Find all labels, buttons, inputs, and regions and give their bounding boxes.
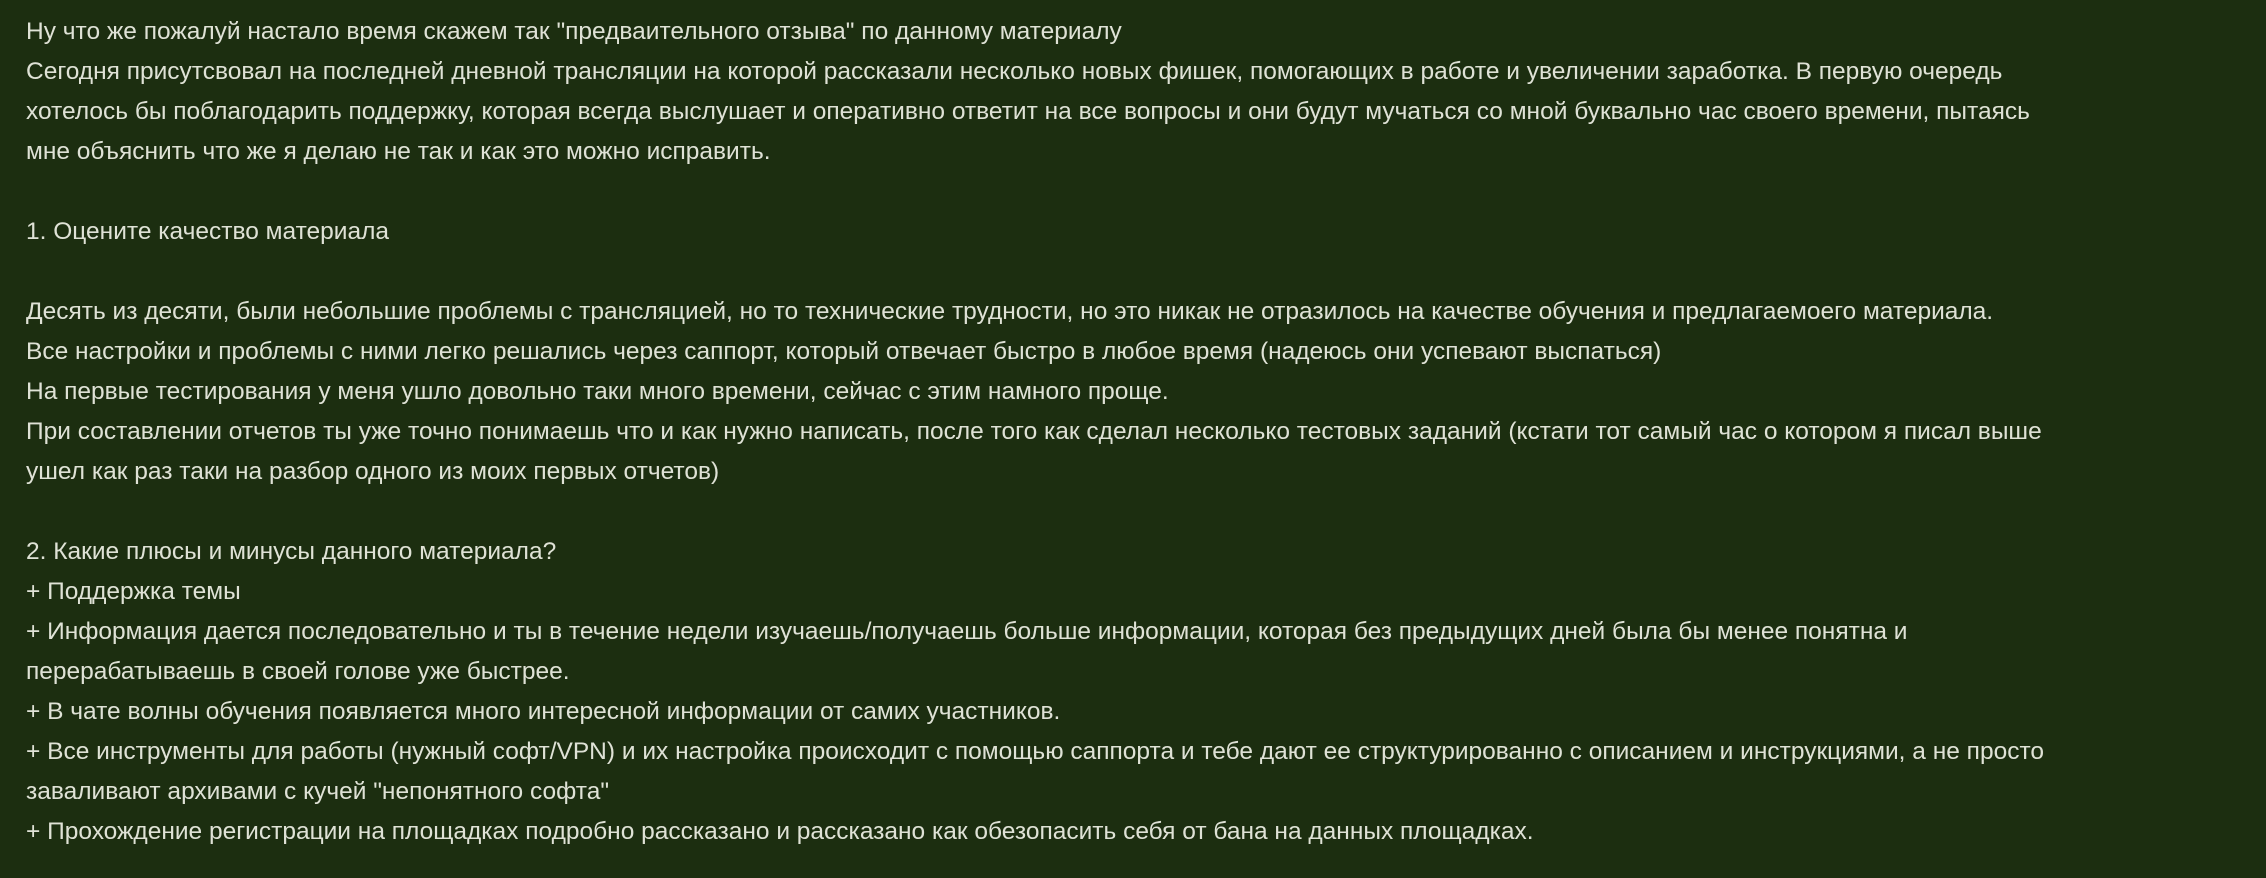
review-title-line: Ну что же пожалуй настало время скажем так "предваительного отзыва" по данному материалу (26, 18, 1122, 45)
section-2-line-6: заваливают архивами с кучей "непонятного софта" (26, 778, 610, 805)
section-1-line-4: При составлении отчетов ты уже точно понимаешь что и как нужно написать, после того как сделал несколько тестовых заданий (кстати тот самый час о котором я писал выше (26, 418, 2042, 445)
intro-line-2: хотелось бы поблагодарить поддержку, которая всегда выслушает и оперативно ответит на все вопросы и они будут мучаться со мной буквально час своего времени, пытаясь (26, 98, 2030, 125)
blank-line (26, 252, 2240, 292)
intro-line-1: Сегодня присутсвовал на последней дневной трансляции на которой рассказали несколько новых фишек, помогающих в работе и увеличении заработка. В первую очередь (26, 58, 2003, 85)
section-2-line-4: + В чате волны обучения появляется много интересной информации от самих участников. (26, 698, 1061, 725)
section-2-line-5: + Все инструменты для работы (нужный софт/VPN) и их настройка происходит с помощью саппорта и тебе дают ее структурированно с описанием и инструкциями, а не просто (26, 738, 2045, 765)
section-1-heading: 1. Оцените качество материала (26, 218, 390, 245)
section-1-line-5: ушел как раз таки на разбор одного из моих первых отчетов) (26, 458, 720, 485)
section-2-line-7: + Прохождение регистрации на площадках подробно рассказано и рассказано как обезопасить себя от бана на данных площадках. (26, 818, 1534, 845)
section-2-heading: 2. Какие плюсы и минусы данного материала? (26, 538, 557, 565)
intro-line-3: мне объяснить что же я делаю не так и как это можно исправить. (26, 138, 771, 165)
blank-line (26, 492, 2240, 532)
section-2-line-3: перерабатываешь в своей голове уже быстрее. (26, 658, 570, 685)
section-2-line-2: + Информация дается последовательно и ты в течение недели изучаешь/получаешь больше информации, которая без предыдущих дней была бы менее понятна и (26, 618, 1908, 645)
blank-line (26, 172, 2240, 212)
section-1-line-1: Десять из десяти, были небольшие проблемы с трансляцией, но то технические трудности, но это никак не отразилось на качестве обучения и предлагаемоего материала. (26, 298, 1994, 325)
section-2-line-1: + Поддержка темы (26, 578, 241, 605)
section-1-line-2: Все настройки и проблемы с ними легко решались через саппорт, который отвечает быстро в любое время (надеюсь они успевают выспаться) (26, 338, 1662, 365)
section-1-line-3: На первые тестирования у меня ушло довольно таки много времени, сейчас с этим намного проще. (26, 378, 1169, 405)
